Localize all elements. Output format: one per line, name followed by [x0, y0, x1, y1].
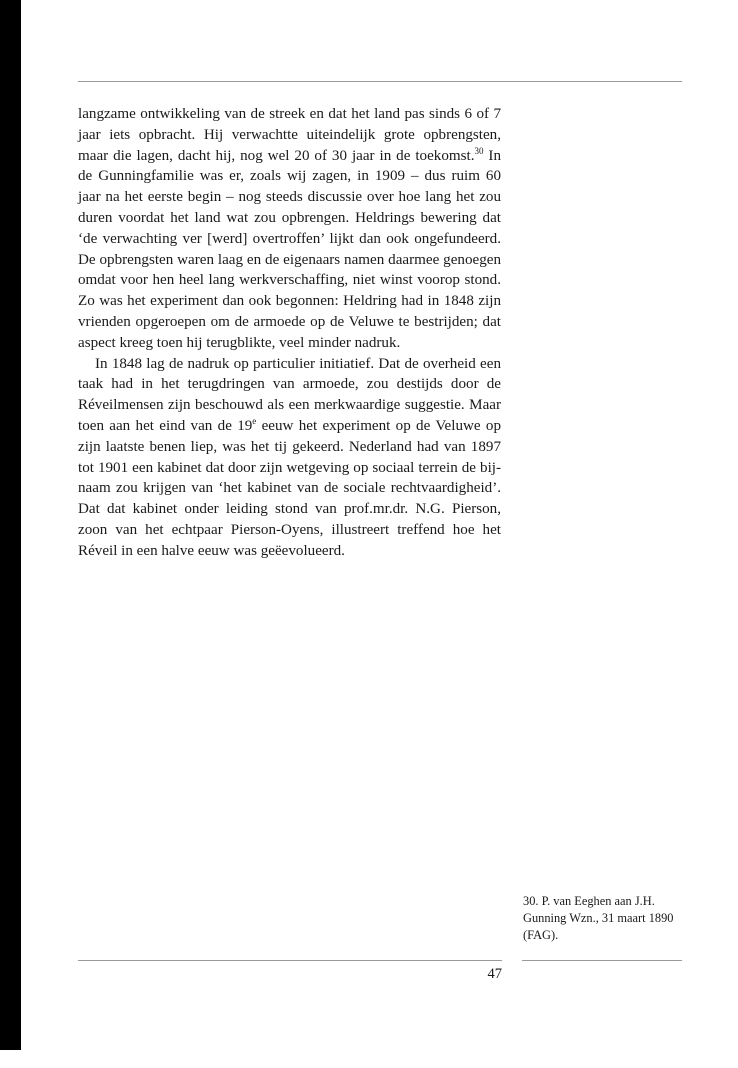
paragraph-2-part-b: eeuw het experiment op de Veluwe op zijn laatste benen liep, was het tij gekeerd. Nederland had van 1897 tot 1901 een kabinet dat door zijn wetgeving op sociaal terrein de bijnaam zou krijgen van ‘het kabinet van de sociale rechtvaardigheid’. Dat dat kabinet onder leiding stond van prof.mr.dr. N.G. Pierson, zoon van het echtpaar Pierson-Oyens, illustreert treffend hoe het Réveil in een halve eeuw was geëevolueerd.: [78, 417, 501, 559]
paragraph-2-part-a: In 1848 lag de nadruk op particulier initiatief. Dat de overheid een taak had in het terugdringen van armoede, zou destijds door de Réveilmensen zijn beschouwd als een merkwaardige suggestie. Maar toen aan het eind van de 19: [78, 355, 501, 434]
paragraph-1-part-b: In de Gunningfamilie was er, zoals wij zagen, in 1909 – dus ruim 60 jaar na het eerste begin – nog steeds discussie over hoe lang het zou duren voordat het land wat zou opbrengen. Heldrings bewering dat ‘de verwachting ver [werd] overtroffen’ lijkt dan ook ongefundeerd. De opbrengsten waren laag en de eigenaars namen daarmee genoegen omdat voor hen heel lang werkverschaffing, niet winst voorop stond. Zo was het experiment dan ook begonnen: Heldring had in 1848 zijn vrienden opgeroepen om de armoede op de Veluwe te bestrijden; dat aspect kreeg toen hij terugblikte, veel minder nadruk.: [78, 147, 501, 351]
paragraph-1: [78, 104, 501, 354]
header-rule: [78, 81, 682, 82]
footer-rule-margin: [522, 960, 682, 961]
scan-binding-edge: [0, 0, 21, 1050]
footnote-30: 30. P. van Eeghen aan J.H. Gunning Wzn., 31 maart 1890 (FAG).: [523, 894, 674, 942]
main-text: [78, 104, 501, 562]
page-number: 47: [487, 966, 502, 982]
footnote-reference: 30: [474, 145, 484, 156]
paragraph-1-part-a: langzame ontwikkeling van de streek en dat het land pas sinds 6 of 7 jaar iets opbracht. Hij verwachtte uiteindelijk grote opbrengsten, maar die lagen, dacht hij, nog wel 20 of 30 jaar in de toekomst.: [78, 106, 501, 164]
superscript-e: e: [252, 415, 257, 426]
footer-rule-main: [78, 960, 502, 961]
paragraph-2: [78, 354, 501, 562]
